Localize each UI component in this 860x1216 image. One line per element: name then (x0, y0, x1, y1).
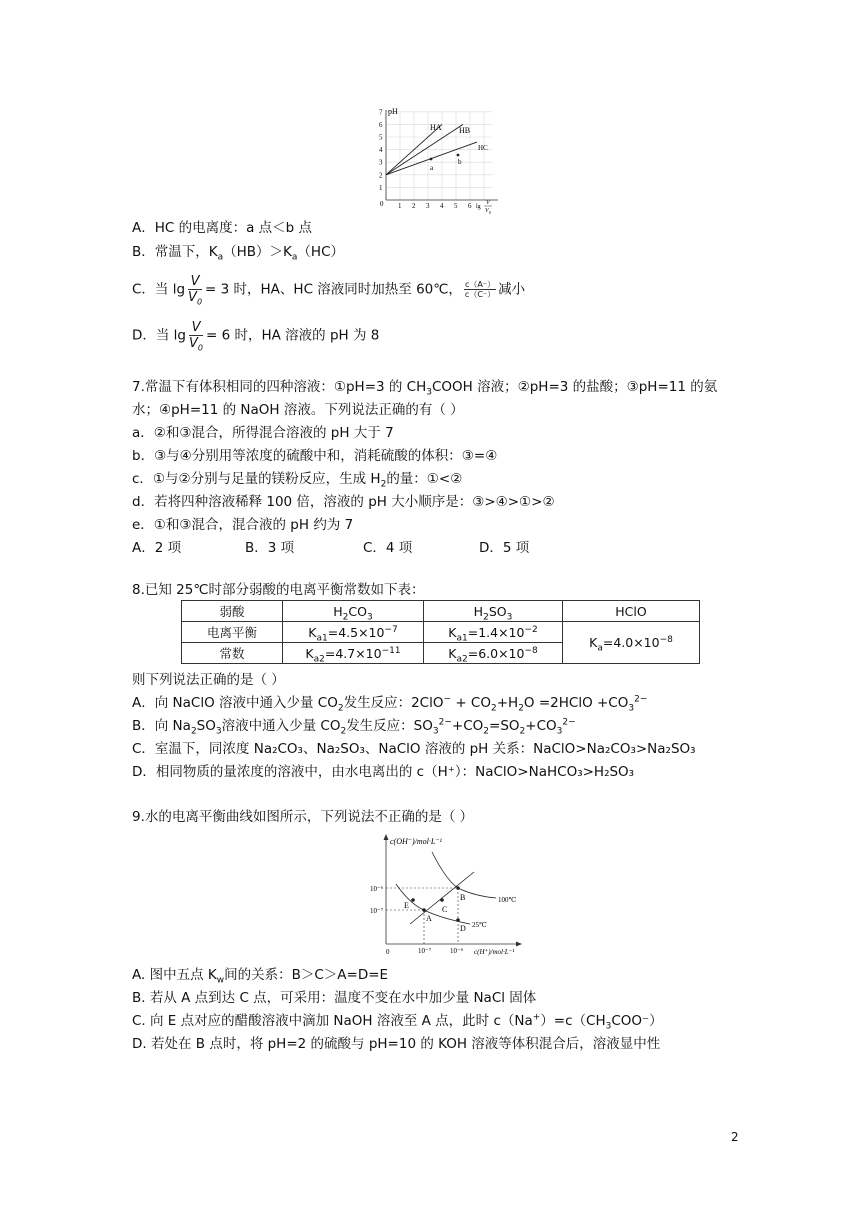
point-a-marker (430, 158, 433, 161)
ka-h2so3-ka2: $K_{a2}=6.0\times 10^{-8}$ (424, 643, 563, 664)
y-tick-label: 2 (379, 171, 383, 180)
point-b-marker (456, 886, 460, 890)
x-axis-label-prefix: lg (476, 204, 481, 210)
x-tick-lo: 10⁻⁷ (418, 947, 432, 955)
q7-option-a: A．2 项 (132, 540, 182, 556)
q9-option-b: B. 若从 A 点到达 C 点，可采用：温度不变在水中加少量 NaCl 固体 (132, 990, 537, 1006)
water-ionization-chart (366, 832, 540, 956)
ka-h2co3-ka2: $K_{a2}=4.7\times 10^{-11}$ (283, 643, 424, 664)
q7-item-e: e．①和③混合，混合液的 pH 约为 7 (132, 517, 354, 533)
q7-stem-line2: 水；④pH=11 的 NaOH 溶液。下列说法正确的有（ ） (132, 402, 464, 418)
x-axis-arrow (516, 942, 522, 947)
point-a-label: A (426, 914, 432, 923)
q7-option-b: B．3 项 (245, 540, 295, 556)
point-b-label: B (460, 893, 466, 902)
q7-item-d: d．若将四种溶液稀释 100 倍，溶液的 pH 大小顺序是：③>④>①>② (132, 494, 555, 510)
series-label-hb: HB (459, 126, 471, 135)
q9-stem: 9.水的电离平衡曲线如图所示，下列说法不正确的是（ ） (132, 809, 474, 825)
q6-option-a: A．HC 的电离度：a 点＜b 点 (132, 220, 313, 236)
x-tick-labels (398, 202, 472, 210)
q7-option-c: C．4 项 (363, 540, 413, 556)
ka-table-row-label: 电离平衡 (182, 622, 283, 643)
y-tick-label: 6 (379, 120, 383, 129)
origin-label: 0 (380, 200, 384, 208)
lg-fraction: $\frac{V}{V_0}$ (189, 320, 204, 353)
q6-option-b: B．常温下，$K_a(HB)>K_a(HC)$ (132, 244, 344, 263)
point-a-marker (422, 908, 426, 912)
q9-option-d: D. 若处在 B 点时，将 pH=2 的硫酸与 pH=10 的 KOH 溶液等体积混合后，溶液显中性 (132, 1036, 661, 1052)
page-number: 2 (731, 1130, 739, 1144)
lg-fraction: $\frac{V}{V_0}$ (188, 274, 203, 307)
q8-option-d: D．相同物质的量浓度的溶液中，由水电离出的 c（H⁺）：NaClO>NaHCO₃>H₂SO₃ (132, 764, 635, 780)
q8-option-b: B．向 $Na_2SO_3$溶液中通入少量 $CO_2$发生反应：$SO_3^{2-}+CO_2=SO_2+CO_3^{2-}$ (132, 717, 576, 737)
y-tick-label: 4 (379, 146, 383, 155)
point-a-label: a (430, 164, 434, 172)
ph-dilution-chart (366, 104, 506, 216)
x-tick-label: 6 (468, 202, 472, 210)
series-label-hc: HC (478, 144, 488, 152)
q7-item-a: a．②和③混合，所得混合溶液的 pH 大于 7 (132, 425, 394, 441)
q7-options (132, 539, 529, 557)
origin-label: 0 (386, 948, 390, 956)
ka-table-header-label: 弱酸 (182, 601, 283, 622)
ka-table-row-label-2: 常数 (182, 643, 283, 664)
x-tick-label: 5 (454, 202, 458, 210)
point-e-marker (411, 898, 415, 902)
q6-option-d: D．当 lg $\frac{V}{V_0}$ = 6 时，HA 溶液的 pH 为 8 (132, 320, 380, 353)
ka-table (181, 600, 700, 664)
series-label-ha: HA (430, 123, 442, 132)
conc-ratio-fraction: $\frac{c(A^-)}{c(C^-)}$ (464, 280, 496, 299)
y-tick-lo: 10⁻⁷ (370, 907, 384, 915)
x-axis-frac-den-sub: 0 (489, 210, 491, 215)
ka-table-header-h2so3: $H_2SO_3$ (424, 601, 563, 622)
q8-option-c: C．室温下，同浓度 Na₂CO₃、Na₂SO₃、NaClO 溶液的 pH 关系：NaClO>Na₂CO₃>Na₂SO₃ (132, 741, 696, 757)
curve-100c (432, 852, 496, 898)
point-c-label: C (442, 905, 448, 914)
y-tick-label: 1 (379, 183, 383, 192)
curve-100c-label: 100℃ (498, 896, 517, 904)
y-tick-label: 3 (379, 158, 383, 167)
x-tick-label: 3 (426, 202, 430, 210)
curve-25c-label: 25℃ (472, 921, 487, 929)
x-tick-label: 2 (412, 202, 416, 210)
q7-item-c: c．①与②分别与足量的镁粉反应，生成 $H_2$的量：①<② (132, 471, 463, 490)
q7-stem-line1: 7.常温下有体积相同的四种溶液：①pH=3 的 $CH_3COOH$ 溶液；②pH=3 的盐酸；③pH=11 的氨 (132, 379, 718, 398)
x-axis-label: c(H⁺)/mol·L⁻¹ (474, 948, 515, 956)
q6-option-c: C．当 lg $\frac{V}{V_0}$ = 3 时，HA、HC 溶液同时加热至 60℃， $\frac{c(A^-)}{c(C^-)}$ 减小 (132, 274, 526, 307)
ka-hclo-ka: $K_a=4.0\times 10^{-8}$ (563, 622, 700, 664)
q9-option-a: A. 图中五点 $K_w$间的关系：B＞C＞A=D=E (132, 967, 389, 986)
x-axis-frac-den: V (485, 208, 489, 214)
y-tick-label: 5 (379, 133, 383, 142)
y-tick-labels (379, 108, 383, 192)
q8-stem: 8.已知 25℃时部分弱酸的电离平衡常数如下表： (132, 582, 425, 598)
y-axis-label: pH (388, 107, 398, 116)
point-b-marker (457, 154, 460, 157)
point-d-marker (456, 918, 460, 922)
y-axis-label: c(OH⁻)/mol·L⁻¹ (390, 837, 442, 846)
point-b-label: b (458, 158, 462, 166)
q9-option-c: C. 向 E 点对应的醋酸溶液中滴加 NaOH 溶液至 A 点，此时 $c(Na^+)=c(CH_3COO^-)$ (132, 1012, 663, 1032)
ka-h2so3-ka1: $K_{a1}=1.4\times 10^{-2}$ (424, 622, 563, 643)
y-tick-hi: 10⁻⁶ (370, 885, 384, 893)
q8-follow: 则下列说法正确的是（ ） (132, 672, 285, 688)
q7-item-b: b．③与④分别用等浓度的硫酸中和，消耗硫酸的体积：③=④ (132, 448, 498, 464)
ka-table-header-h2co3: $H_2CO_3$ (283, 601, 424, 622)
q8-option-a: A．向 NaClO 溶液中通入少量 $CO_2$发生反应：$2ClO^- + CO_2+H_2O$ =2HClO $+CO_3^{2-}$ (132, 694, 648, 714)
point-d-label: D (460, 924, 466, 933)
point-e-label: E (404, 901, 409, 910)
point-c-marker (440, 898, 444, 902)
ka-h2co3-ka1: $K_{a1}=4.5\times 10^{-7}$ (283, 622, 424, 643)
q7-option-d: D．5 项 (479, 540, 530, 556)
x-tick-label: 1 (398, 202, 402, 210)
y-tick-label: 7 (379, 108, 383, 117)
x-tick-label: 4 (440, 202, 444, 210)
x-axis-frac-num: V (486, 200, 490, 206)
y-axis-arrow (384, 834, 389, 840)
x-tick-hi: 10⁻⁶ (450, 947, 464, 955)
ka-table-header-hclo: HClO (563, 601, 700, 622)
